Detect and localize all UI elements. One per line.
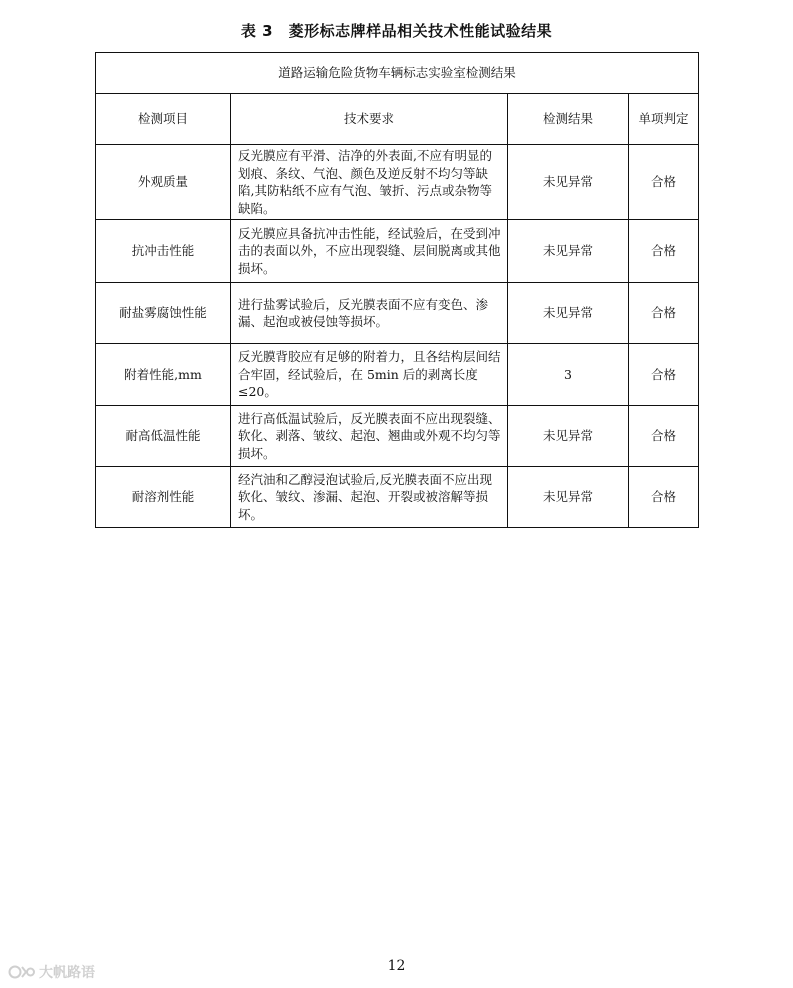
table-row bbox=[96, 467, 699, 528]
table-row bbox=[96, 283, 699, 344]
watermark bbox=[8, 962, 95, 982]
column-header-result: 检测结果 bbox=[508, 94, 629, 145]
table-caption: 道路运输危险货物车辆标志实验室检测结果 bbox=[96, 53, 699, 94]
table-row bbox=[96, 220, 699, 283]
watermark-logo-icon bbox=[8, 964, 36, 980]
row-verdict: 合格 bbox=[629, 220, 699, 283]
column-header-item: 检测项目 bbox=[96, 94, 231, 145]
row-requirement: 进行盐雾试验后，反光膜表面不应有变色、渗漏、起泡或被侵蚀等损坏。 bbox=[231, 283, 508, 344]
row-verdict: 合格 bbox=[629, 145, 699, 220]
row-result: 3 bbox=[508, 344, 629, 406]
row-verdict: 合格 bbox=[629, 406, 699, 467]
row-result: 未见异常 bbox=[508, 220, 629, 283]
table-row bbox=[96, 344, 699, 406]
row-verdict: 合格 bbox=[629, 467, 699, 528]
row-verdict: 合格 bbox=[629, 283, 699, 344]
row-requirement: 反光膜应有平滑、洁净的外表面,不应有明显的划痕、条纹、气泡、颜色及逆反射不均匀等缺陷,其防粘纸不应有气泡、皱折、污点或杂物等缺陷。 bbox=[231, 145, 508, 220]
row-result: 未见异常 bbox=[508, 467, 629, 528]
row-requirement: 经汽油和乙醇浸泡试验后,反光膜表面不应出现软化、皱纹、渗漏、起泡、开裂或被溶解等损坏。 bbox=[231, 467, 508, 528]
row-item: 耐高低温性能 bbox=[96, 406, 231, 467]
table-row bbox=[96, 406, 699, 467]
watermark-text: 大帆路语 bbox=[39, 965, 95, 981]
page-number: 12 bbox=[387, 958, 406, 974]
row-requirement: 反光膜应具备抗冲击性能，经试验后，在受到冲击的表面以外，不应出现裂缝、层间脱离或其他损坏。 bbox=[231, 220, 508, 283]
row-item: 外观质量 bbox=[96, 145, 231, 220]
row-item: 耐溶剂性能 bbox=[96, 467, 231, 528]
page-title: 表 3 菱形标志牌样品相关技术性能试验结果 bbox=[240, 22, 553, 40]
row-verdict: 合格 bbox=[629, 344, 699, 406]
table-row bbox=[96, 145, 699, 220]
table-header-row bbox=[96, 94, 699, 145]
column-header-verdict: 单项判定 bbox=[629, 94, 699, 145]
row-result: 未见异常 bbox=[508, 145, 629, 220]
row-item: 附着性能,mm bbox=[96, 344, 231, 406]
row-requirement: 反光膜背胶应有足够的附着力，且各结构层间结合牢固，经试验后，在 5min 后的剥离长度≤20。 bbox=[231, 344, 508, 406]
row-item: 耐盐雾腐蚀性能 bbox=[96, 283, 231, 344]
row-result: 未见异常 bbox=[508, 406, 629, 467]
table-caption-row bbox=[96, 53, 699, 94]
row-result: 未见异常 bbox=[508, 283, 629, 344]
row-requirement: 进行高低温试验后，反光膜表面不应出现裂缝、软化、剥落、皱纹、起泡、翘曲或外观不均匀等损坏。 bbox=[231, 406, 508, 467]
column-header-requirement: 技术要求 bbox=[231, 94, 508, 145]
row-item: 抗冲击性能 bbox=[96, 220, 231, 283]
results-table bbox=[95, 52, 699, 528]
